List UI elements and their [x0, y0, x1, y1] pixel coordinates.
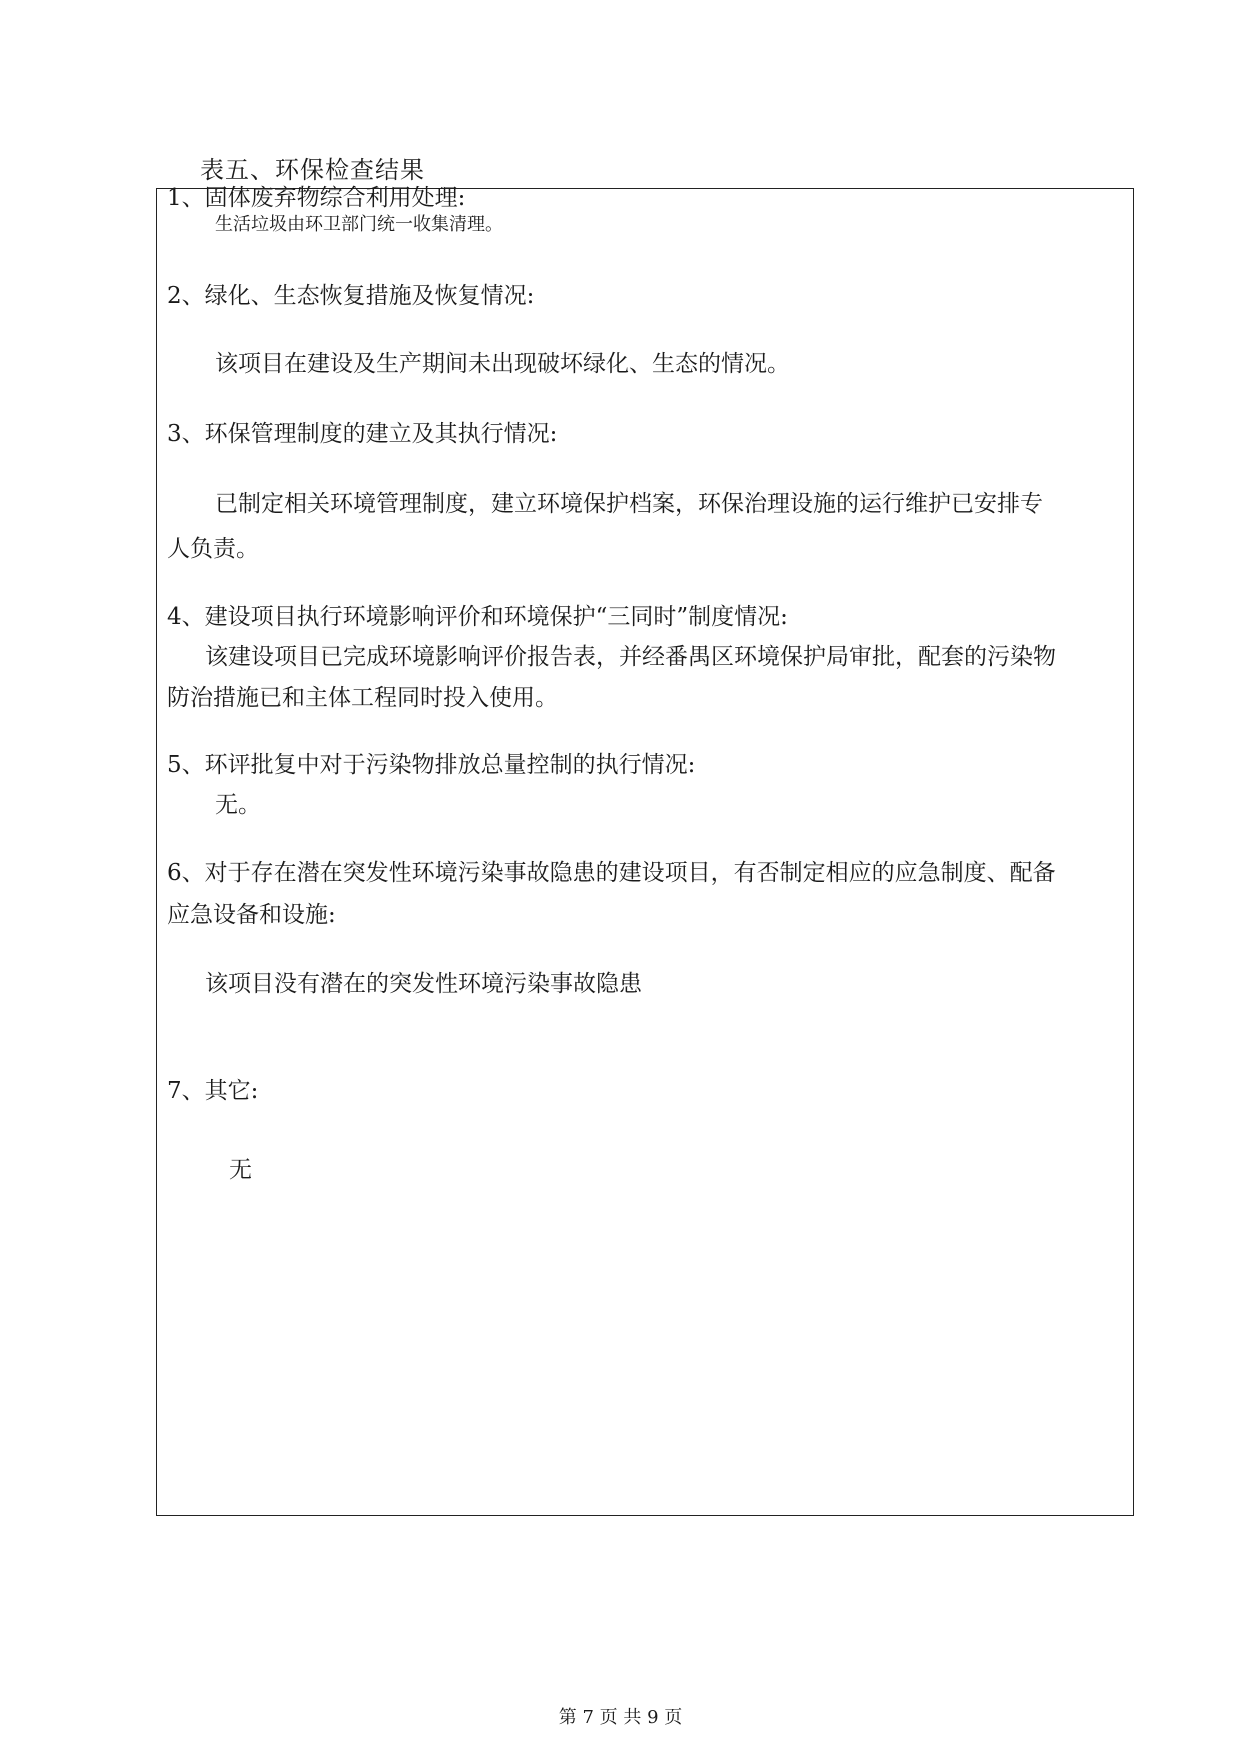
table-title: 表五、环保检查结果 — [200, 156, 425, 184]
section-6-heading-line-2: 应急设备和设施: — [167, 902, 336, 928]
section-4-heading: 4、建设项目执行环境影响评价和环境保护“三同时”制度情况: — [167, 604, 788, 630]
section-7-body: 无 — [229, 1157, 252, 1183]
section-5-heading: 5、环评批复中对于污染物排放总量控制的执行情况: — [167, 752, 696, 778]
section-5-body: 无。 — [215, 792, 261, 818]
section-4-body-line-2: 防治措施已和主体工程同时投入使用。 — [167, 685, 558, 711]
section-2-heading: 2、绿化、生态恢复措施及恢复情况: — [167, 283, 535, 309]
section-3-body-line-2: 人负责。 — [167, 536, 259, 562]
section-6-body: 该项目没有潜在的突发性环境污染事故隐患 — [205, 971, 642, 997]
section-1-body: 生活垃圾由环卫部门统一收集清理。 — [215, 214, 503, 235]
section-6-heading-line-1: 6、对于存在潜在突发性环境污染事故隐患的建设项目，有否制定相应的应急制度、配备 — [167, 860, 1056, 886]
section-3-body-line-1: 已制定相关环境管理制度，建立环境保护档案，环保治理设施的运行维护已安排专 — [215, 491, 1043, 517]
page-number: 第 7 页 共 9 页 — [558, 1707, 683, 1728]
section-2-body: 该项目在建设及生产期间未出现破坏绿化、生态的情况。 — [215, 351, 790, 377]
inspection-results-box — [156, 185, 1134, 1516]
section-1-heading: 1、固体废弃物综合利用处理: — [167, 185, 466, 211]
section-3-heading: 3、环保管理制度的建立及其执行情况: — [167, 421, 558, 447]
section-7-heading: 7、其它: — [167, 1078, 259, 1104]
section-4-body-line-1: 该建设项目已完成环境影响评价报告表，并经番禺区环境保护局审批，配套的污染物 — [205, 644, 1056, 670]
